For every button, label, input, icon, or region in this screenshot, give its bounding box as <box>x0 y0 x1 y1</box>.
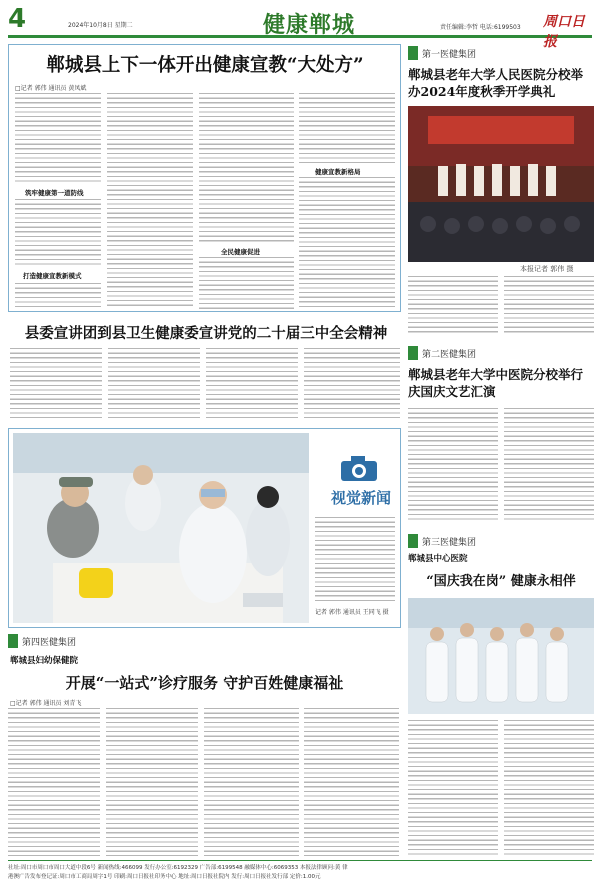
group2-body-col2 <box>504 408 594 520</box>
lead-subhead-1: 筑牢健康第一道防线 <box>25 189 84 197</box>
group1-body-col1 <box>408 276 498 334</box>
group2-title: 郸城县老年大学中医院分校举行庆国庆文艺汇演 <box>408 367 584 399</box>
group3-photo <box>408 598 594 714</box>
photo-news <box>8 428 401 628</box>
date-line: 2024年10月8日 星期二 <box>68 22 133 29</box>
masthead-logo: 周口日报 <box>543 14 585 50</box>
group4-title: 开展“一站式”诊疗服务 守护百姓健康福祉 <box>65 674 344 692</box>
second-body-col2 <box>108 348 200 420</box>
group3-hospital: 郸城县中心医院 <box>408 554 468 564</box>
second-body-col3 <box>206 348 298 420</box>
lead-body-col1b <box>15 199 101 267</box>
staff-group-illustration <box>408 598 594 714</box>
group4-block <box>8 632 401 858</box>
editor-line: 责任编辑:李哲 电话:6199503 <box>440 24 521 31</box>
group4-tag-bar <box>8 634 18 648</box>
group1-photo-credit: 本报记者 郭伟 摄 <box>520 265 574 273</box>
group1-tag-bar <box>408 46 418 60</box>
footer-line2: 港澳广告发布登记证:周口市工商局周字1号 印刷:周口日报社印务中心 地址:周口日报社院内 发行:周口日报社发行部 定价:1.00元 <box>8 874 321 880</box>
lead-body-col3 <box>199 93 294 243</box>
page-number: 4 <box>8 4 27 34</box>
lead-byline: □记者 郭伟 通讯员 黄凤斌 <box>15 85 87 92</box>
lead-body-col4b <box>299 177 395 309</box>
group2-tag-bar <box>408 346 418 360</box>
second-body-col4 <box>304 348 400 420</box>
group1-block <box>408 44 594 336</box>
group3-body-col1 <box>408 720 498 858</box>
section-title: 健康郸城 <box>263 12 356 38</box>
group4-body-col2 <box>106 708 198 856</box>
second-title: 县委宣讲团到县卫生健康委宣讲党的二十届三中全会精神 <box>24 325 388 342</box>
group4-tag: 第四医健集团 <box>22 638 77 648</box>
group2-block <box>408 344 594 524</box>
lead-subhead-4: 健康宣教新格局 <box>315 168 361 176</box>
group3-body-col2 <box>504 720 594 858</box>
lead-subhead-2: 打造健康宣教新模式 <box>23 272 82 280</box>
photo-credit: 记者 郭伟 通讯员 王同飞 摄 <box>315 609 389 616</box>
group2-tag: 第二医健集团 <box>422 350 477 360</box>
group3-title: “国庆我在岗” 健康永相伴 <box>426 574 576 589</box>
lead-body-col4 <box>299 93 395 163</box>
news-photo <box>13 433 309 623</box>
group3-block <box>408 532 594 858</box>
group3-tag: 第三医健集团 <box>422 538 477 548</box>
lead-body-col1c <box>15 283 101 309</box>
lead-body-col2 <box>107 93 193 309</box>
lead-body-col3b <box>199 257 294 309</box>
group1-photo <box>408 106 594 262</box>
lead-article <box>8 44 401 312</box>
group3-tag-bar <box>408 534 418 548</box>
ceremony-scene-illustration <box>408 106 594 262</box>
group1-title: 郸城县老年大学人民医院分校举办2024年度秋季开学典礼 <box>408 67 584 99</box>
group4-body-col3 <box>204 708 299 856</box>
group4-byline: □记者 郭伟 通讯员 刘青飞 <box>10 700 82 707</box>
group1-body-col2 <box>504 276 594 334</box>
group4-body-col1 <box>8 708 100 856</box>
lead-body-col1 <box>15 93 101 185</box>
group2-body-col1 <box>408 408 498 520</box>
camera-icon <box>339 453 379 483</box>
group1-tag: 第一医健集团 <box>422 50 477 60</box>
footer-line1: 社址:周口市周口市周口大道中段6号 新闻热线:466099 发行办公室:6192329 广告部:6199548 融媒体中心:6069353 本报法律顾问:黄 律 <box>8 865 348 871</box>
group4-hospital: 郸城县妇幼保健院 <box>10 656 79 666</box>
group4-body-col4 <box>304 708 399 856</box>
photo-caption <box>315 517 395 601</box>
lead-subhead-3: 全民健康促进 <box>221 248 260 256</box>
clinic-scene-illustration <box>13 433 309 623</box>
second-body-col1 <box>10 348 102 420</box>
footer <box>8 860 592 881</box>
lead-title: 郸城县上下一体开出健康宣教“大处方” <box>46 55 364 76</box>
page-header <box>8 4 592 50</box>
photo-news-label: 视觉新闻 <box>331 489 392 507</box>
